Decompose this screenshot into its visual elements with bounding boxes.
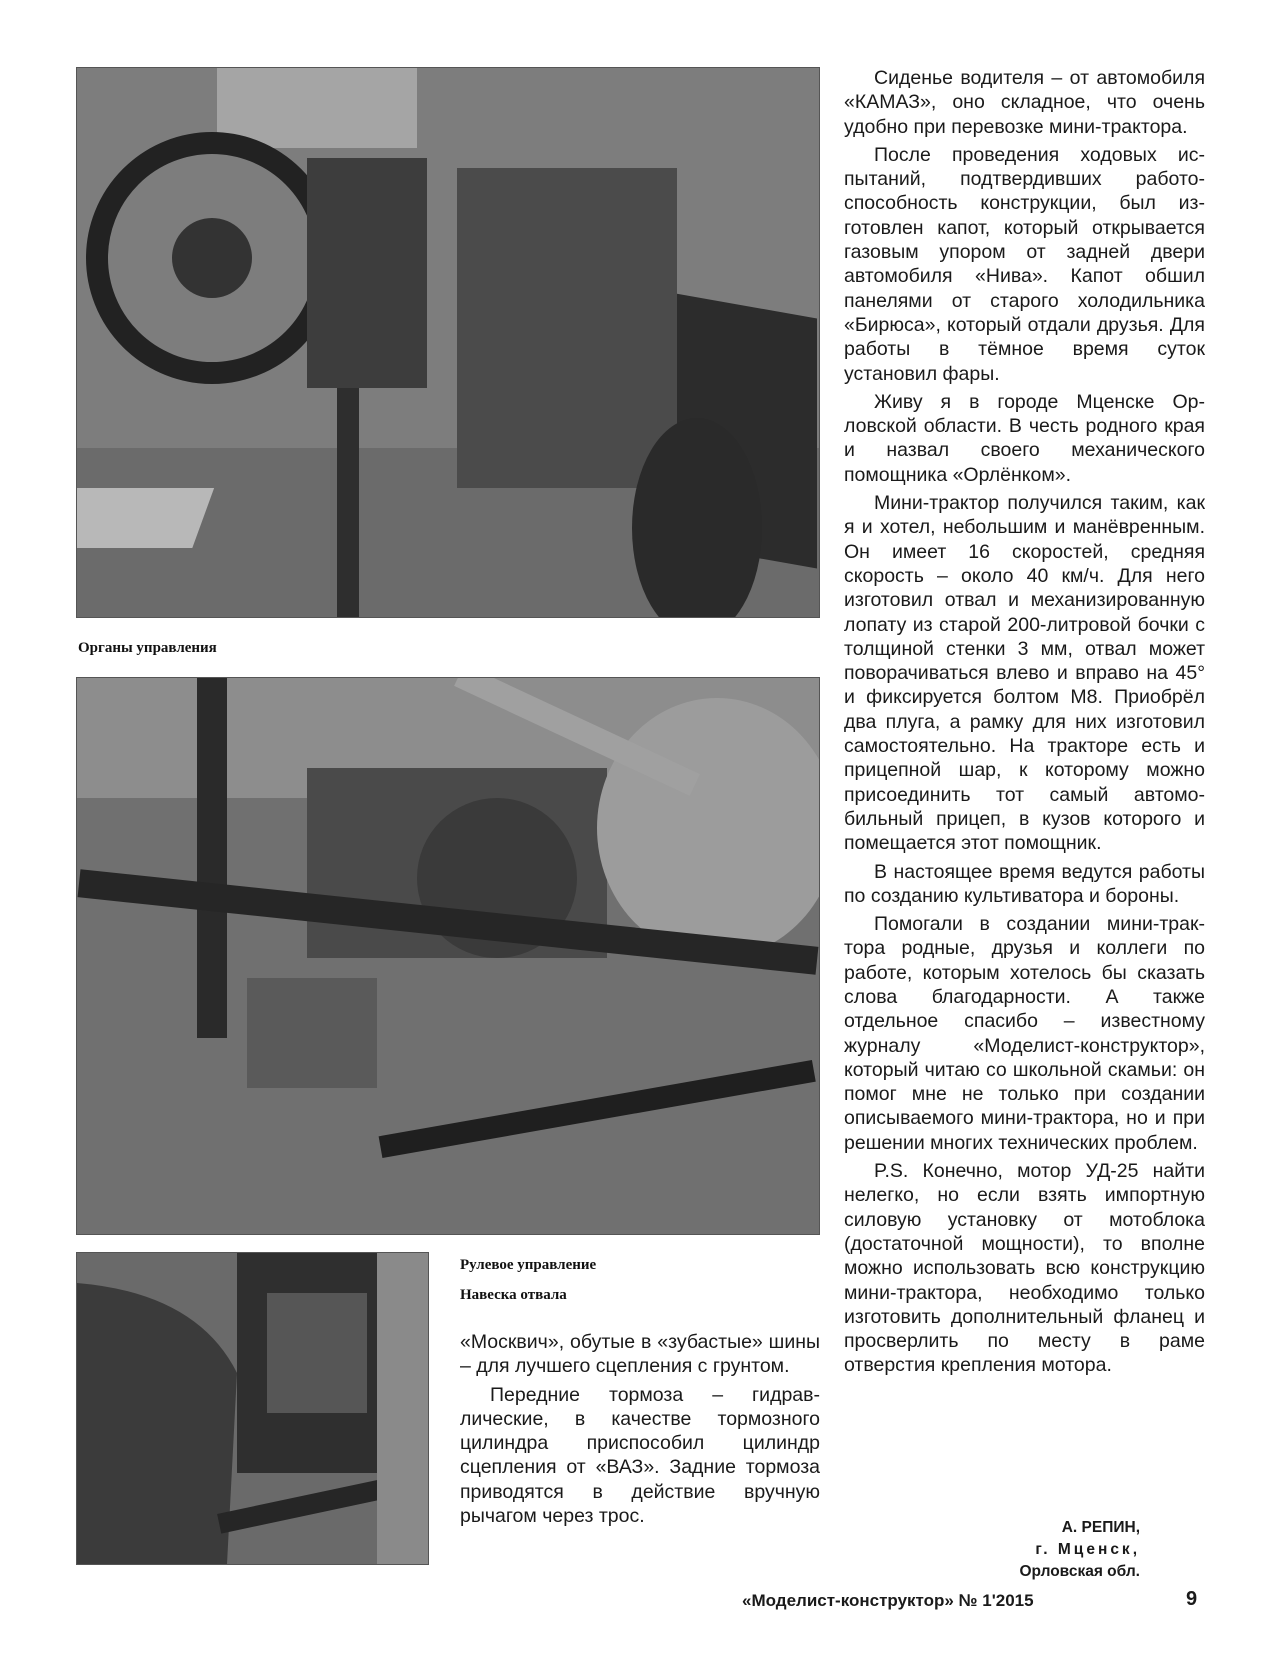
author-region: Орловская обл. <box>1019 1563 1140 1580</box>
photo-steering <box>76 677 820 1235</box>
left-paragraph-2: Передние тормоза – гидравлические, в качестве тормозного цилиндра приспособил цилиндр сцепления от «ВАЗ». Задние тормоза приводятся в действие вручную рычагом через трос. <box>460 1383 820 1528</box>
steering-photo-drawing <box>77 678 819 1234</box>
right-text-column <box>844 66 1205 1382</box>
right-paragraph-3: Живу я в городе Мценске Орловской области. В честь родного края и назвал своего механического помощника «Орлёнком». <box>844 390 1205 486</box>
page-number: 9 <box>1186 1588 1198 1610</box>
caption-steering: Рулевое управление <box>460 1257 597 1273</box>
controls-photo-drawing <box>77 68 819 617</box>
right-paragraph-6: Помогали в создании мини-трактора родные, друзья и коллеги по работе, которым хотелось бы сказать слова благодарности. А также отдельное спасибо – известному журналу «Моделист-конструктор», который читаю со школьной скамьи: он помог мне не только при создании описываемого мини-трактора, но и при решении многих технических проблем. <box>844 913 1205 1154</box>
author-signature <box>1019 1517 1140 1583</box>
caption-controls: Органы управления <box>78 640 217 656</box>
caption-blade: Навеска отвала <box>460 1287 567 1303</box>
right-paragraph-2: После проведения ходовых испытаний, подтвердивших работоспособность конструкции, был изготовлен капот, который открывается газовым упором от задней двери автомобиля «Нива». Капот обшил панелями от старого холодильника «Бирюса», который отдали друзья. Для работы в тёмное время суток установил фары. <box>844 143 1205 385</box>
left-text-column <box>460 1330 820 1532</box>
right-paragraph-1: Сиденье водителя – от автомобиля «КАМАЗ», оно складное, что очень удобно при перевозке мини-трактора. <box>844 67 1205 138</box>
right-paragraph-4: Мини-трактор получился таким, как я и хотел, небольшим и манёвренным. Он имеет 16 скоростей, средняя скорость – около 40 км/ч. Для него изготовил отвал и механизированную лопату из старой 200-литровой бочки с толщиной стенки 3 мм, отвал может поворачиваться влево и вправо на 45° и фиксируется болтом М8. Приобрёл два плуга, а рамку для них изготовил самостоятельно. На тракторе есть и прицепной шар, к которому можно присоединить тот самый автомобильный прицеп, в кузов которого и помещается этот помощник. <box>844 492 1205 855</box>
right-paragraph-5: В настоящее время ведутся работы по созданию культиватора и бороны. <box>844 860 1205 907</box>
author-name: А. РЕПИН, <box>1061 1519 1140 1536</box>
footer-magazine: «Моделист-конструктор» № 1'2015 <box>742 1591 1034 1610</box>
right-paragraph-7: P.S. Конечно, мотор УД-25 найти нелегко, но если взять импортную силовую установку от мотоблока (достаточной мощности), то вполне можно использовать всю конструкцию мини-трактора, необходимо только изготовить дополнительный фланец и просверлить по месту в раме отверстия крепления мотора. <box>844 1160 1205 1377</box>
photo-controls <box>76 67 820 618</box>
author-city: г. Мценск, <box>1035 1541 1140 1558</box>
left-paragraph-1: «Москвич», обутые в «зубастые» шины – для лучшего сцепления с грунтом. <box>460 1331 820 1378</box>
blade-photo-drawing <box>77 1253 428 1564</box>
photo-blade <box>76 1252 429 1565</box>
